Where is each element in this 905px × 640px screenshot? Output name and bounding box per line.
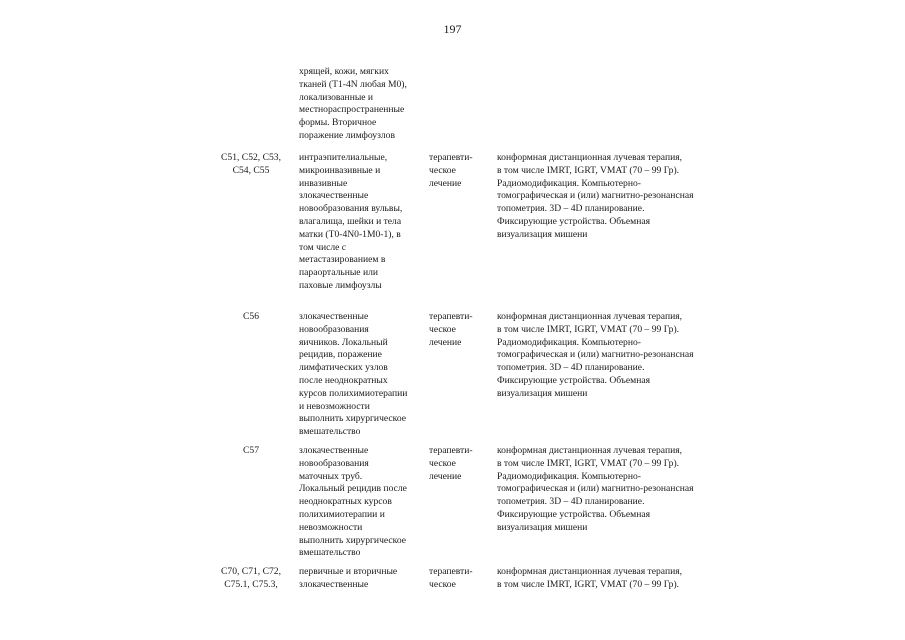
icd-code-cell: C51, C52, C53, C54, C55 — [221, 152, 281, 176]
treatment-method-cell: конформная дистанционная лучевая терапия, в том числе IMRT, IGRT, VMAT (70 – 99 Гр). Радиомодификация. Компьютерно- томографическая и (или) магнитно-резонансная топометрия. 3D – 4D планирование. Фиксирующие устройства. Объемная визуализация мишени — [497, 445, 694, 533]
treatment-method-cell: конформная дистанционная лучевая терапия, в том числе IMRT, IGRT, VMAT (70 – 99 Гр). Радиомодификация. Компьютерно- томографическая и (или) магнитно-резонансная топометрия. 3D – 4D планирование. Фиксирующие устройства. Объемная визуализация мишени — [497, 311, 694, 399]
treatment-method-cell: конформная дистанционная лучевая терапия, в том числе IMRT, IGRT, VMAT (70 – 99 Гр). Радиомодификация. Компьютерно- томографическая и (или) магнитно-резонансная топометрия. 3D – 4D планирование. Фиксирующие устройства. Объемная визуализация мишени — [497, 152, 694, 240]
icd-code-cell: C56 — [243, 311, 259, 322]
disease-cell: интраэпителиальные, микроинвазивные и инвазивные злокачественные новообразования вульвы, влагалища, шейки и тела матки (T0-4N0-1M0-1), в том числе с метастазированием в параортальные или паховые лимфоузлы — [299, 152, 403, 291]
treatment-type-cell: терапевти- ческое — [429, 566, 473, 590]
disease-cell: первичные и вторичные злокачественные — [299, 566, 398, 590]
icd-code-cell: C57 — [243, 445, 259, 456]
treatment-type-cell: терапевти- ческое лечение — [429, 152, 473, 189]
treatment-method-cell: конформная дистанционная лучевая терапия, в том числе IMRT, IGRT, VMAT (70 – 99 Гр). — [497, 566, 683, 590]
treatment-type-cell: терапевти- ческое лечение — [429, 311, 473, 348]
disease-cell: злокачественные новообразования яичников. Локальный рецидив, поражение лимфатических узлов после неоднократных курсов полихимиотерапии и невозможности выполнить хирургическое вмешательство — [299, 311, 408, 438]
disease-cell: злокачественные новообразования маточных труб. Локальный рецидив после неоднократных курсов полихимиотерапии и невозможности выполнить хирургическое вмешательство — [299, 445, 407, 559]
icd-code-cell: C70, C71, C72, C75.1, C75.3, — [221, 566, 281, 590]
disease-cell: хрящей, кожи, мягких тканей (T1-4N любая M0), локализованные и местнораспространенные формы. Вторичное поражение лимфоузлов — [299, 66, 407, 141]
treatment-type-cell: терапевти- ческое лечение — [429, 445, 473, 482]
page-number: 197 — [443, 22, 462, 36]
